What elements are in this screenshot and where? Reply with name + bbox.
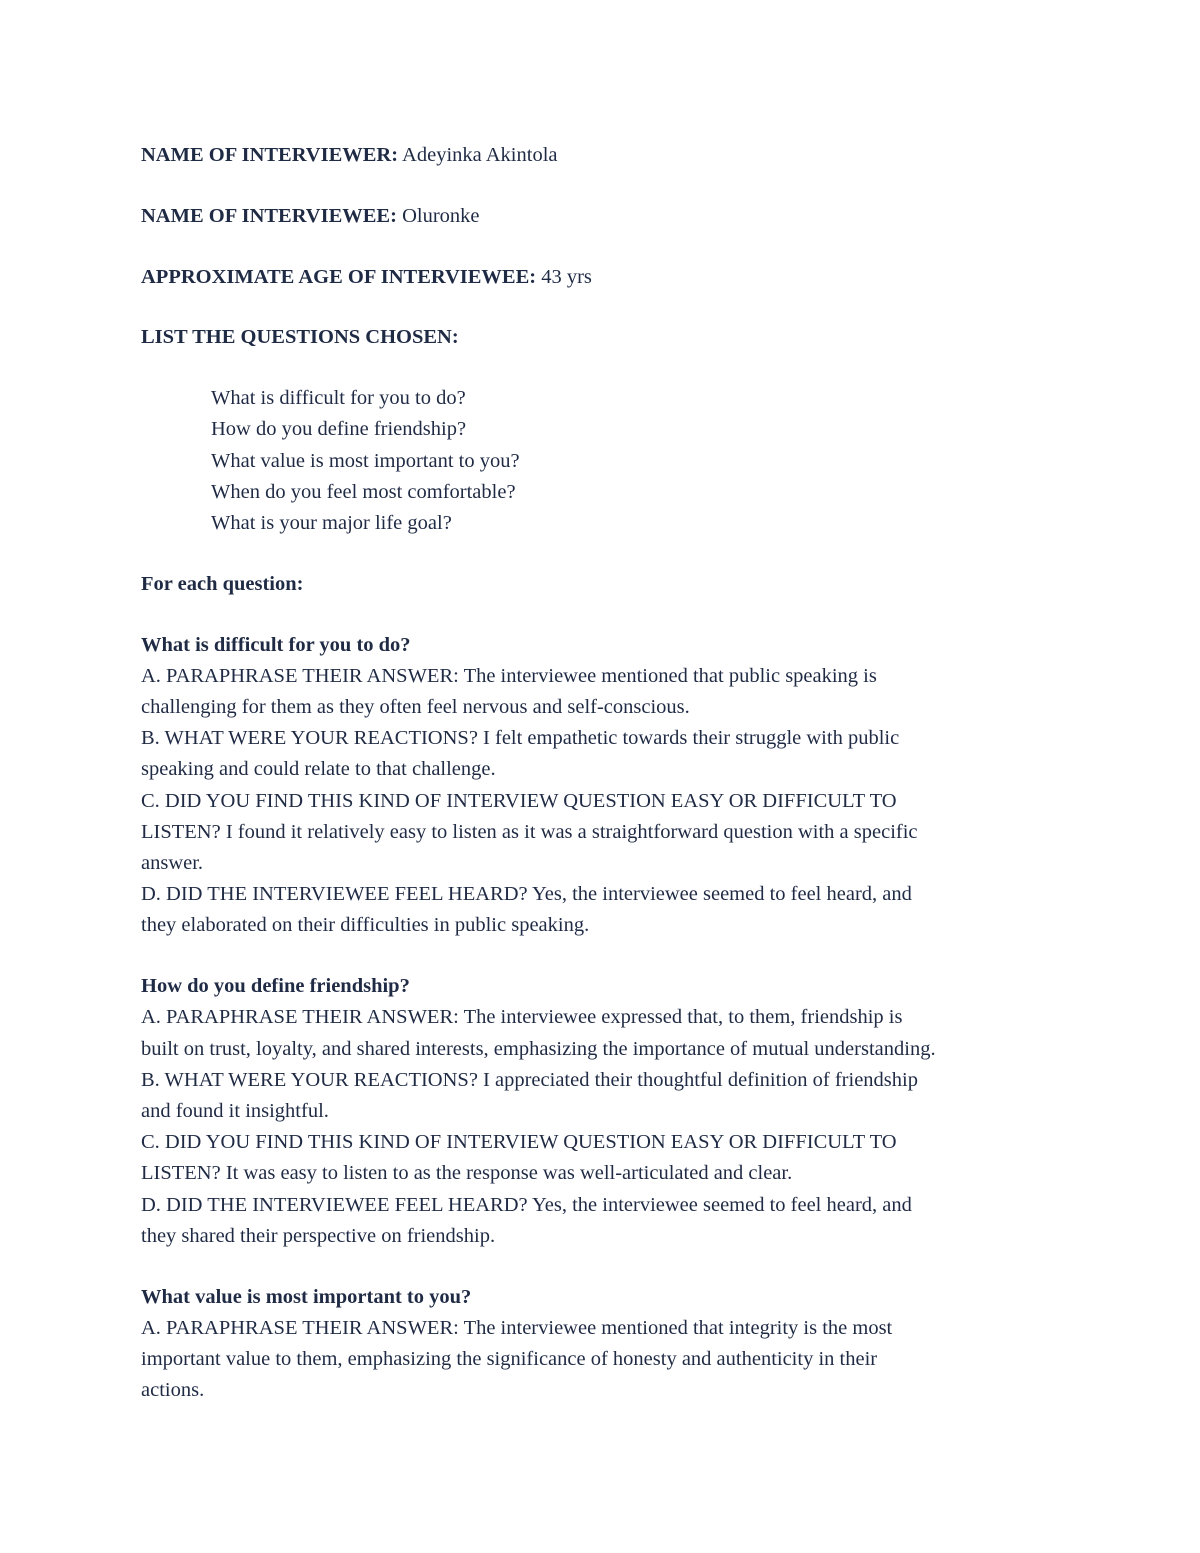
section-difficult [141, 630, 1071, 942]
questions-chosen-heading: LIST THE QUESTIONS CHOSEN: [141, 326, 459, 349]
section-value [141, 1282, 1071, 1407]
list-item: What is difficult for you to do? [211, 387, 466, 410]
list-item: When do you feel most comfortable? [211, 480, 516, 503]
section-text-line: A. PARAPHRASE THEIR ANSWER: The interviewee mentioned that public speaking is [141, 664, 877, 687]
section-title: What value is most important to you? [141, 1285, 472, 1308]
section-friendship [141, 971, 1071, 1252]
section-text-line: A. PARAPHRASE THEIR ANSWER: The interviewee mentioned that integrity is the most [141, 1316, 893, 1339]
for-each-heading: For each question: [141, 572, 304, 595]
list-item: What value is most important to you? [211, 449, 520, 472]
section-text-line: they shared their perspective on friendship. [141, 1224, 496, 1247]
section-text-line: actions. [141, 1379, 205, 1402]
age-value: 43 yrs [536, 265, 592, 288]
interviewer-line [141, 140, 1071, 171]
interviewer-label: NAME OF INTERVIEWER: [141, 144, 399, 166]
section-text-line: A. PARAPHRASE THEIR ANSWER: The interviewee expressed that, to them, friendship is [141, 1006, 903, 1029]
section-text-line: LISTEN? I found it relatively easy to listen as it was a straightforward question with a specific [141, 820, 918, 843]
interviewee-label: NAME OF INTERVIEWEE: [141, 204, 397, 227]
section-text-line: challenging for them as they often feel nervous and self-conscious. [141, 696, 690, 718]
section-text-line: C. DID YOU FIND THIS KIND OF INTERVIEW QUESTION EASY OR DIFFICULT TO [141, 1131, 897, 1154]
section-text-line: D. DID THE INTERVIEWEE FEEL HEARD? Yes, the interviewee seemed to feel heard, and [141, 883, 912, 906]
section-text-line: built on trust, loyalty, and shared interests, emphasizing the importance of mutual understanding. [141, 1037, 936, 1060]
section-text-line: D. DID THE INTERVIEWEE FEEL HEARD? Yes, the interviewee seemed to feel heard, and [141, 1193, 912, 1216]
section-text-line: they elaborated on their difficulties in public speaking. [141, 914, 590, 937]
section-text-line: and found it insightful. [141, 1100, 329, 1123]
list-item: What is your major life goal? [211, 512, 452, 534]
interviewer-value: Adeyinka Akintola [398, 144, 558, 166]
section-text-line: speaking and could relate to that challenge. [141, 758, 496, 781]
section-text-line: B. WHAT WERE YOUR REACTIONS? I appreciated their thoughtful definition of friendship [141, 1068, 918, 1091]
interviewee-value: Oluronke [396, 204, 480, 227]
age-line [141, 262, 1071, 293]
section-text-line: LISTEN? It was easy to listen to as the response was well-articulated and clear. [141, 1162, 793, 1185]
section-text-line: important value to them, emphasizing the significance of honesty and authenticity in their [141, 1348, 878, 1371]
interviewee-line [141, 201, 1071, 232]
section-title: What is difficult for you to do? [141, 633, 411, 656]
section-text-line: B. WHAT WERE YOUR REACTIONS? I felt empathetic towards their struggle with public [141, 727, 900, 750]
questions-chosen-list [141, 383, 1071, 539]
section-text-line: answer. [141, 852, 204, 875]
document-page [141, 140, 1071, 1406]
list-item: How do you define friendship? [211, 418, 467, 441]
section-title: How do you define friendship? [141, 975, 410, 998]
section-text-line: C. DID YOU FIND THIS KIND OF INTERVIEW QUESTION EASY OR DIFFICULT TO [141, 789, 897, 812]
age-label: APPROXIMATE AGE OF INTERVIEWEE: [141, 265, 537, 288]
